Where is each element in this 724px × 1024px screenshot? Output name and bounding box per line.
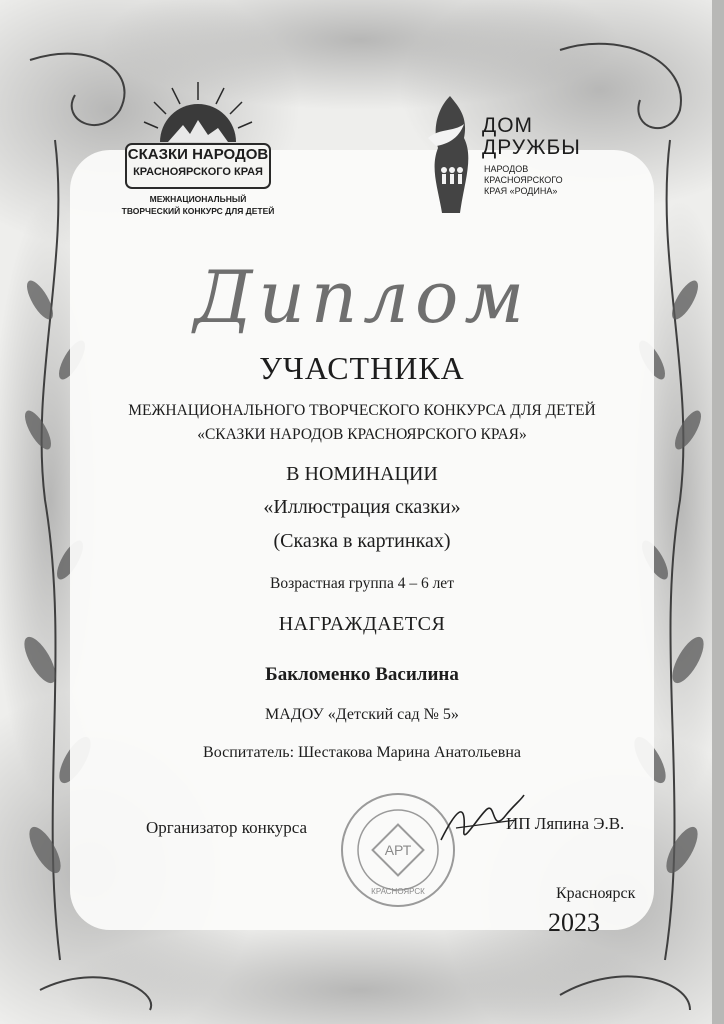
nomination-label: В НОМИНАЦИИ (286, 463, 438, 485)
dom-druzhby-title2: ДРУЖБЫ (482, 136, 581, 159)
dove-map-icon (420, 88, 480, 218)
stamp-ring: КРАСНОЯРСК (371, 887, 425, 896)
contest-line-1: МЕЖНАЦИОНАЛЬНОГО ТВОРЧЕСКОГО КОНКУРСА ДЛЯ ДЕТЕЙ (128, 402, 596, 419)
dom-druzhby-sub1: НАРОДОВ (484, 164, 529, 174)
nomination-title: «Иллюстрация сказки» (263, 496, 461, 518)
recipient-name: Бакломенко Василина (265, 664, 459, 685)
age-group: Возрастная группа 4 – 6 лет (270, 575, 454, 592)
dom-druzhby-sub3: КРАЯ «РОДИНА» (484, 186, 558, 196)
contest-logo-title2: КРАСНОЯРСКОГО КРАЯ (133, 166, 263, 178)
city: Красноярск (556, 885, 636, 902)
organizer-name: ИП Ляпина Э.В. (506, 814, 625, 833)
contest-logo (108, 80, 288, 230)
contest-logo-sub1: МЕЖНАЦИОНАЛЬНЫЙ (149, 194, 247, 204)
contest-logo-title: СКАЗКИ НАРОДОВ (127, 146, 269, 163)
contest-line-2: «СКАЗКИ НАРОДОВ КРАСНОЯРСКОГО КРАЯ» (197, 426, 527, 443)
awarded-heading: НАГРАЖДАЕТСЯ (278, 613, 446, 635)
participant-heading: УЧАСТНИКА (259, 350, 465, 386)
organizer-label: Организатор конкурса (146, 818, 308, 837)
script-title: Диплом (193, 255, 531, 339)
dom-druzhby-sub2: КРАСНОЯРСКОГО (484, 175, 563, 185)
stamp-center: АРТ (384, 842, 412, 858)
nomination-subtitle: (Сказка в картинках) (273, 530, 451, 552)
institution: МАДОУ «Детский сад № 5» (265, 706, 459, 723)
dom-druzhby-title1: ДОМ (482, 114, 534, 137)
contest-logo-sub2: ТВОРЧЕСКИЙ КОНКУРС ДЛЯ ДЕТЕЙ (121, 206, 275, 216)
teacher: Воспитатель: Шестакова Марина Анатольевна (203, 744, 521, 761)
dom-druzhby-logo (420, 88, 610, 218)
year: 2023 (548, 908, 600, 937)
